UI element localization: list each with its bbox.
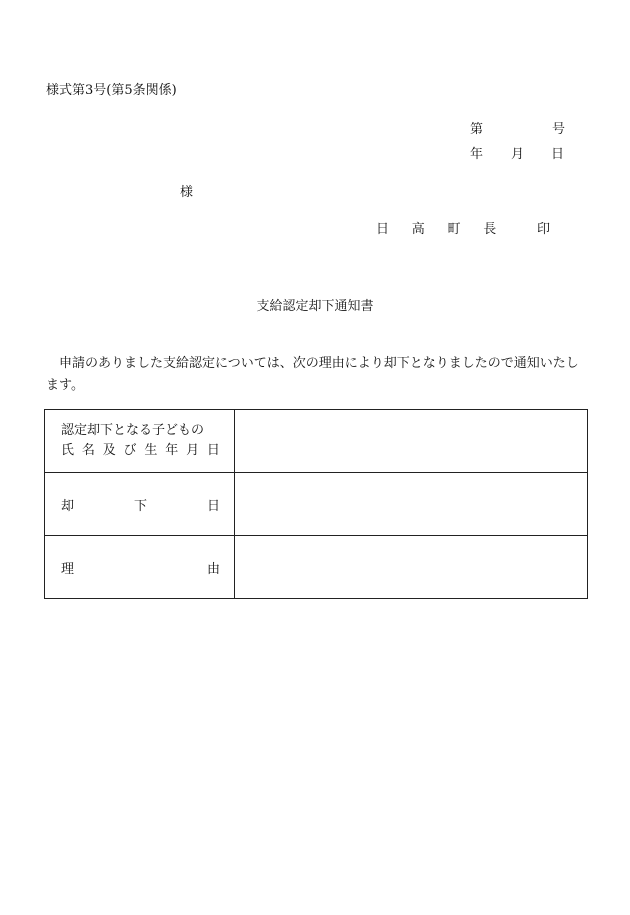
form-number: 様式第3号(第5条関係) — [46, 83, 177, 98]
document-title: 支給認定却下通知書 — [256, 299, 374, 314]
label-char: 年 — [165, 443, 179, 458]
table-row — [45, 473, 588, 536]
seal-mark: 印 — [536, 222, 550, 237]
label-char: 月 — [186, 443, 200, 458]
issuer-char: 長 — [483, 222, 497, 237]
rejection-date-value[interactable] — [235, 473, 588, 536]
label-char: 日 — [206, 443, 220, 458]
label-char: 及 — [102, 443, 116, 458]
date-month-label: 月 — [511, 147, 525, 162]
document-number-label: 第 — [470, 122, 484, 137]
reason-label — [45, 536, 235, 599]
child-name-dob-value[interactable] — [235, 410, 588, 473]
issuer-name — [376, 223, 550, 236]
label-char: 氏 — [61, 443, 75, 458]
table-row — [45, 536, 588, 599]
label-text: 認定却下となる子どもの — [61, 423, 205, 438]
reason-value[interactable] — [235, 536, 588, 599]
notice-body-text: 申請のありました支給認定については、次の理由により却下となりましたので通知いたします。 — [46, 356, 579, 393]
label-char: 却 — [61, 498, 75, 514]
label-char: 名 — [81, 443, 95, 458]
label-char: 理 — [61, 561, 75, 577]
issuer-char: 日 — [376, 222, 390, 237]
addressee-honorific: 様 — [180, 185, 194, 200]
child-name-dob-label — [45, 410, 235, 473]
date-year-label: 年 — [470, 147, 484, 162]
table-row — [45, 410, 588, 473]
label-char: 生 — [144, 443, 158, 458]
label-line — [61, 421, 220, 441]
details-table — [44, 409, 588, 599]
label-char: 由 — [206, 561, 220, 577]
label-line — [61, 441, 220, 461]
label-char: び — [123, 443, 137, 458]
label-char: 日 — [206, 498, 220, 514]
issuer-char: 町 — [447, 222, 461, 237]
issuer-char: 高 — [411, 222, 425, 237]
label-char: 下 — [133, 498, 147, 514]
rejection-date-label — [45, 473, 235, 536]
document-number-suffix: 号 — [552, 122, 566, 137]
date-day-label: 日 — [551, 147, 565, 162]
